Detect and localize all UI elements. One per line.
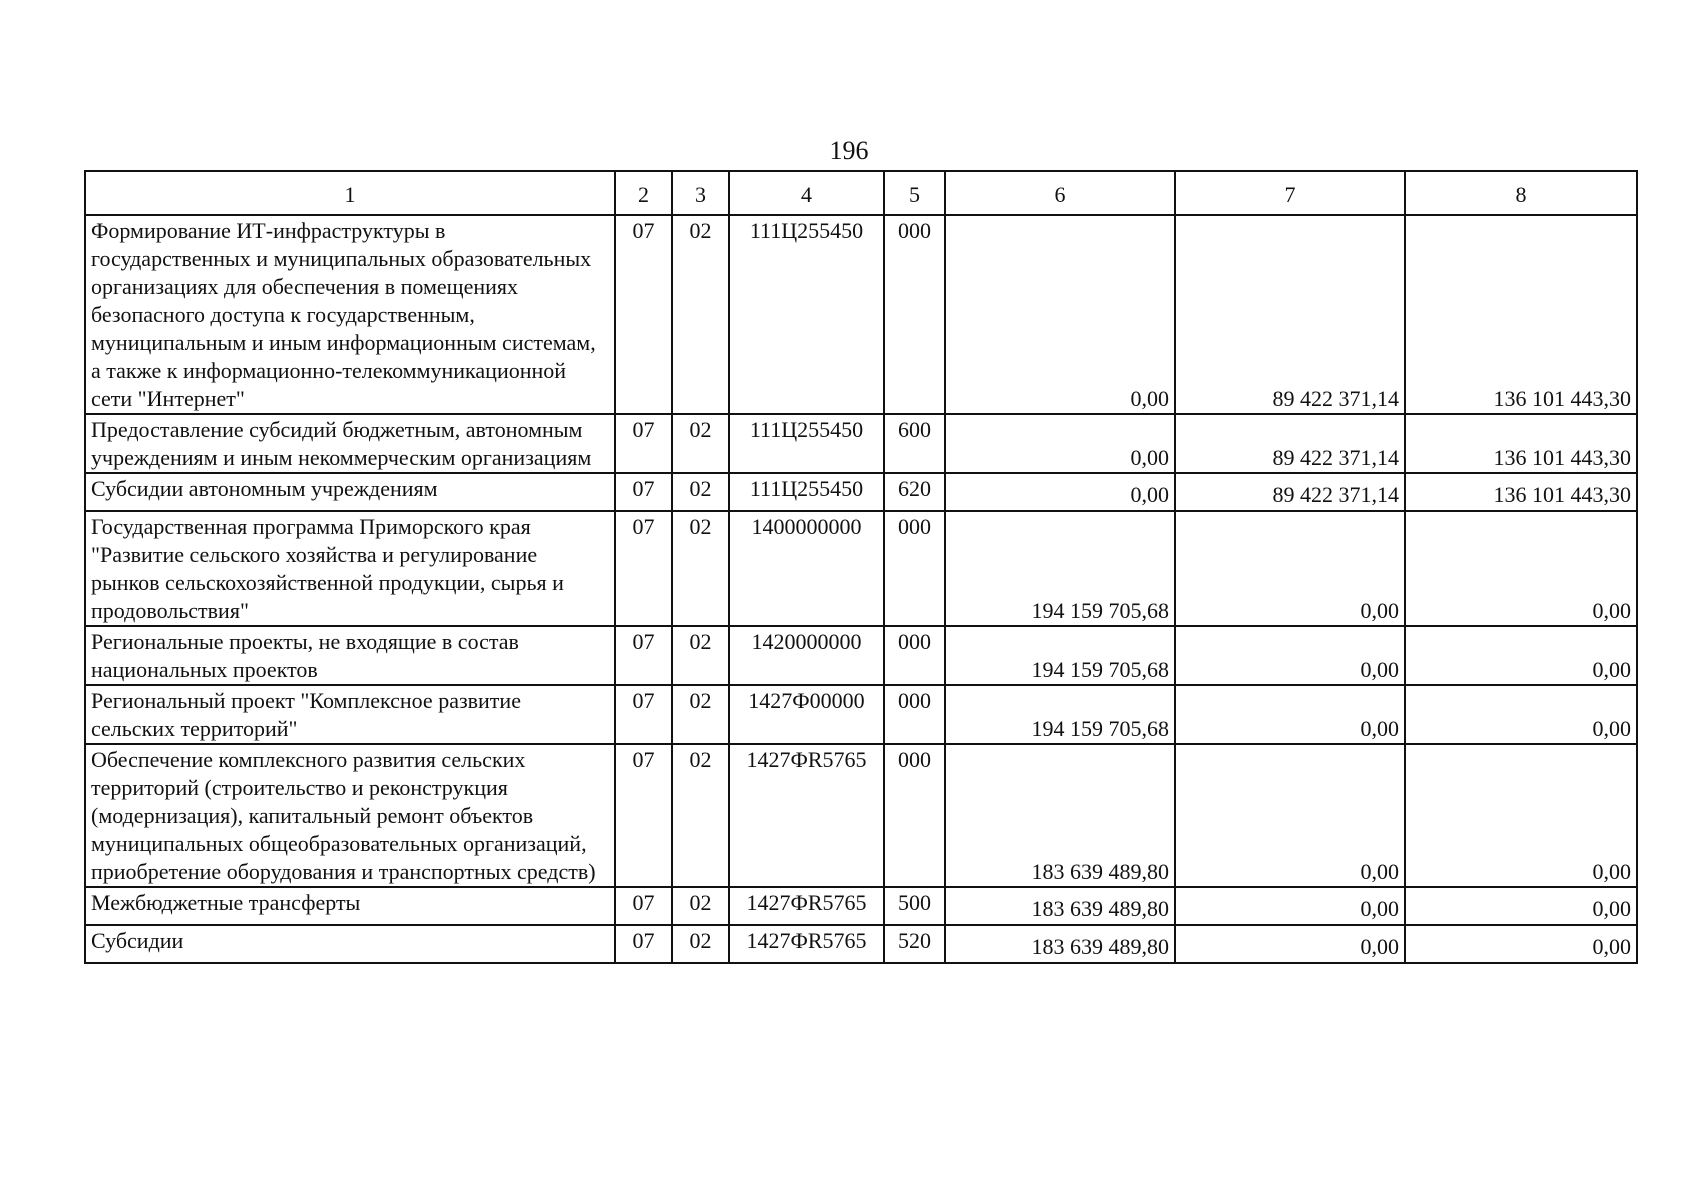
row-section: 07 (615, 215, 672, 414)
table-row (85, 215, 1637, 414)
row-subsection: 02 (672, 744, 729, 887)
table-row (85, 414, 1637, 473)
row-expense-type: 000 (884, 685, 945, 744)
row-amount-7: 89 422 371,14 (1175, 215, 1405, 414)
header-cell-8: 8 (1405, 171, 1637, 215)
row-amount-8: 0,00 (1405, 685, 1637, 744)
budget-table (84, 170, 1638, 964)
row-amount-6: 0,00 (945, 414, 1175, 473)
page-number: 196 (829, 136, 869, 165)
row-expense-type: 520 (884, 925, 945, 963)
row-amount-8: 136 101 443,30 (1405, 215, 1637, 414)
row-target-code: 111Ц255450 (729, 473, 884, 511)
row-section: 07 (615, 887, 672, 925)
row-amount-6: 183 639 489,80 (945, 925, 1175, 963)
table-row (85, 744, 1637, 887)
row-target-code: 1427Ф00000 (729, 685, 884, 744)
row-subsection: 02 (672, 685, 729, 744)
row-target-code: 1427ФR5765 (729, 887, 884, 925)
row-amount-6: 0,00 (945, 215, 1175, 414)
row-amount-6: 183 639 489,80 (945, 744, 1175, 887)
header-cell-7: 7 (1175, 171, 1405, 215)
header-cell-3: 3 (672, 171, 729, 215)
table-row (85, 626, 1637, 685)
row-amount-8: 136 101 443,30 (1405, 473, 1637, 511)
row-name: Обеспечение комплексного развития сельских территорий (строительство и реконструкция (модернизация), капитальный ремонт объектов муниципальных общеобразовательных организаций, приобретение оборудования и транспортных средств) (85, 744, 615, 887)
row-target-code: 111Ц255450 (729, 414, 884, 473)
row-amount-7: 0,00 (1175, 925, 1405, 963)
row-amount-8: 0,00 (1405, 925, 1637, 963)
row-section: 07 (615, 744, 672, 887)
row-amount-6: 194 159 705,68 (945, 511, 1175, 626)
row-target-code: 1427ФR5765 (729, 744, 884, 887)
row-expense-type: 000 (884, 626, 945, 685)
row-section: 07 (615, 685, 672, 744)
row-section: 07 (615, 414, 672, 473)
table-header-row (85, 171, 1637, 215)
row-name: Региональные проекты, не входящие в состав национальных проектов (85, 626, 615, 685)
row-amount-7: 0,00 (1175, 626, 1405, 685)
row-amount-8: 0,00 (1405, 511, 1637, 626)
row-amount-7: 0,00 (1175, 511, 1405, 626)
row-amount-8: 0,00 (1405, 887, 1637, 925)
row-amount-7: 0,00 (1175, 744, 1405, 887)
row-amount-7: 89 422 371,14 (1175, 473, 1405, 511)
row-subsection: 02 (672, 925, 729, 963)
row-expense-type: 600 (884, 414, 945, 473)
table-row (85, 887, 1637, 925)
row-subsection: 02 (672, 215, 729, 414)
table-row (85, 473, 1637, 511)
header-cell-6: 6 (945, 171, 1175, 215)
row-section: 07 (615, 925, 672, 963)
row-subsection: 02 (672, 887, 729, 925)
header-cell-1: 1 (85, 171, 615, 215)
row-amount-8: 0,00 (1405, 626, 1637, 685)
row-amount-6: 183 639 489,80 (945, 887, 1175, 925)
table-row (85, 511, 1637, 626)
row-target-code: 111Ц255450 (729, 215, 884, 414)
row-expense-type: 500 (884, 887, 945, 925)
row-subsection: 02 (672, 511, 729, 626)
row-expense-type: 620 (884, 473, 945, 511)
row-target-code: 1420000000 (729, 626, 884, 685)
header-cell-2: 2 (615, 171, 672, 215)
row-name: Формирование ИТ-инфраструктуры в государственных и муниципальных образовательных организациях для обеспечения в помещениях безопасного доступа к государственным, муниципальным и иным информационным системам, а также к информационно-телекоммуникационной сети "Интернет" (85, 215, 615, 414)
row-name: Межбюджетные трансферты (85, 887, 615, 925)
row-subsection: 02 (672, 626, 729, 685)
row-name: Предоставление субсидий бюджетным, автономным учреждениям и иным некоммерческим организациям (85, 414, 615, 473)
row-subsection: 02 (672, 414, 729, 473)
table-row (85, 685, 1637, 744)
row-amount-7: 89 422 371,14 (1175, 414, 1405, 473)
header-cell-5: 5 (884, 171, 945, 215)
row-target-code: 1400000000 (729, 511, 884, 626)
table-row (85, 925, 1637, 963)
row-expense-type: 000 (884, 511, 945, 626)
row-amount-7: 0,00 (1175, 887, 1405, 925)
row-amount-8: 136 101 443,30 (1405, 414, 1637, 473)
row-expense-type: 000 (884, 744, 945, 887)
row-expense-type: 000 (884, 215, 945, 414)
row-name: Субсидии (85, 925, 615, 963)
row-target-code: 1427ФR5765 (729, 925, 884, 963)
header-cell-4: 4 (729, 171, 884, 215)
row-name: Региональный проект "Комплексное развитие сельских территорий" (85, 685, 615, 744)
row-subsection: 02 (672, 473, 729, 511)
row-amount-8: 0,00 (1405, 744, 1637, 887)
row-amount-6: 194 159 705,68 (945, 626, 1175, 685)
row-amount-7: 0,00 (1175, 685, 1405, 744)
row-name: Субсидии автономным учреждениям (85, 473, 615, 511)
row-amount-6: 194 159 705,68 (945, 685, 1175, 744)
row-section: 07 (615, 511, 672, 626)
row-amount-6: 0,00 (945, 473, 1175, 511)
row-section: 07 (615, 626, 672, 685)
row-section: 07 (615, 473, 672, 511)
row-name: Государственная программа Приморского края "Развитие сельского хозяйства и регулирование рынков сельскохозяйственной продукции, сырья и продовольствия" (85, 511, 615, 626)
